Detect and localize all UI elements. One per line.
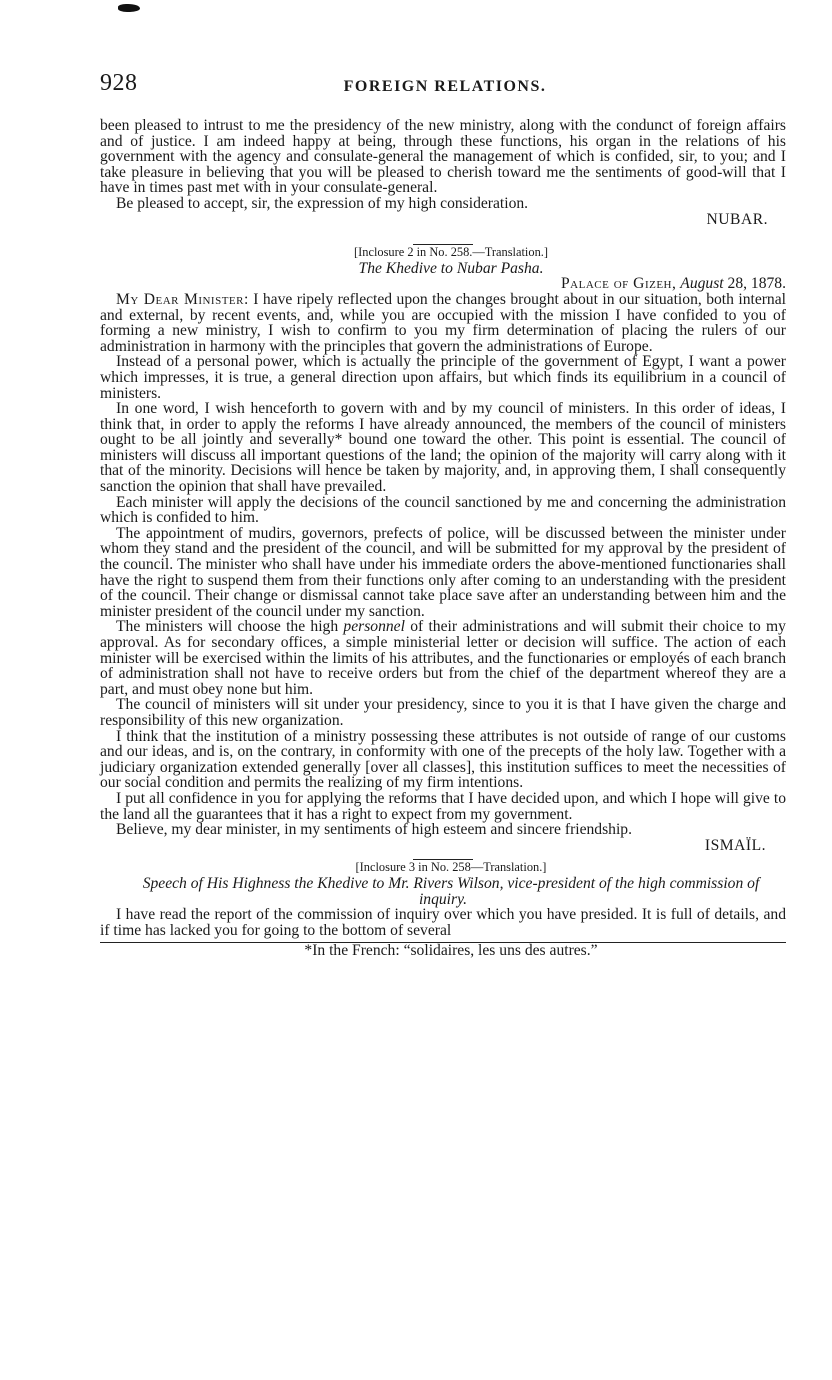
page-number: 928 xyxy=(100,70,138,96)
khedive-letter-paragraph-10: Believe, my dear minister, in my sentiments of high esteem and sincere friendship. xyxy=(116,821,633,839)
khedive-letter-paragraph-6 xyxy=(100,619,786,697)
personnel-text-before: The ministers will choose the high xyxy=(116,618,344,636)
khedive-letter-paragraph-7: The council of ministers will sit under your presidency, since to you it is that I have given the charge and responsibility of this new organization. xyxy=(100,696,786,729)
ink-blot xyxy=(118,4,140,12)
speech-paragraph-1: I have read the report of the commission of inquiry over which you have presided. It is full of details, and if time has lacked you for going to the bottom of several xyxy=(100,906,786,939)
running-head xyxy=(100,70,790,104)
personnel-text-after: of their administrations and will submit their choice to my approval. As for secondary offices, a simple ministerial letter or decision will suffice. The action of each minister will be exercised within the limits of his attributes, and the functionaries or employés of each branch of administration shall not have to receive orders but from the chief of the department whereof they are a part, and must obey none but him. xyxy=(100,618,786,698)
khedive-letter-paragraph-9: I put all confidence in you for applying the reforms that I have decided upon, and which I hope will give to the land all the guarantees that it has a right to expect from my government. xyxy=(100,789,786,823)
dateline xyxy=(100,276,786,292)
khedive-letter-paragraph-1 xyxy=(100,292,786,354)
dateline-day: 28, 1878. xyxy=(723,275,786,293)
dateline-month: August xyxy=(680,275,724,293)
footnote: *In the French: “solidaires, les uns des autres.” xyxy=(304,942,598,960)
inclosure-3-title: Speech of His Highness the Khedive to Mr. Rivers Wilson, vice-president of the high commission of inquiry. xyxy=(142,874,760,908)
khedive-letter-paragraph-3: In one word, I wish henceforth to govern with and by my council of ministers. In this order of ideas, I think that, in order to apply the reforms I have already announced, the members of the council of ministers ought to be all jointly and severally* bound one toward the other. This point is essential. The council of ministers will discuss all important questions of the land; the opinion of the majority will carry along with it that of the minority. Decisions will hence be taken by majority, and, in approving them, I shall consequently sanction the opinion that shall have prevailed. xyxy=(100,400,786,496)
khedive-letter-paragraph-8: I think that the institution of a ministry possessing these attributes is not outside of range of our customs and our ideas, and is, on the contrary, in conformity with one of the precepts of the holy law. Together with a judiciary organization extended generally [over all classes], this institution suffices to meet the necessities of our social condition and permits the realizing of my firm intentions. xyxy=(100,727,786,792)
inclosure-3-heading: [Inclosure 3 in No. 258—Translation.] xyxy=(355,860,547,875)
khedive-letter-paragraph-4: Each minister will apply the decisions of the council sanctioned by me and concerning the administration which is confided to him. xyxy=(100,493,786,527)
signature-nubar: NUBAR. xyxy=(706,210,768,228)
letter1-paragraph-2: Be pleased to accept, sir, the expression of my high consideration. xyxy=(116,194,529,212)
inclosure-2-heading: [Inclosure 2 in No. 258.—Translation.] xyxy=(354,245,548,260)
page-body xyxy=(100,118,786,959)
khedive-letter-paragraph-5: The appointment of mudirs, governors, prefects of police, will be discussed between the minister under whom they stand and the president of the council, and will be submitted for my approval by the president of the council. The minister who shall have under his immediate orders the above-mentioned functionaries shall have the right to suspend them from their functions only after coming to an understanding with the president of the council. Their change or dismissal cannot take place save after an understanding between him and the minister president of the council under my sanction. xyxy=(100,524,786,620)
running-title: FOREIGN RELATIONS. xyxy=(343,78,547,95)
letter1-paragraph-1: been pleased to intrust to me the presidency of the new ministry, along with the condunct of foreign affairs and of justice. I am indeed happy at being, through these functions, his organ in the relations of his government with the agency and consulate-general the management of which is confided, sir, to you; and I take pleasure in believing that you will be pleased to cherish toward me the sentiments of good-will that I have in times past met with in your consulate-general. xyxy=(100,117,786,197)
khedive-letter-paragraph-1-text: I have ripely reflected upon the changes brought about in our situation, both internal and external, by recent events, and, while you are occupied with the mission I have confided to you of forming a new ministry, I wish to confirm to you my firm determination of placing the rulers of our administration in harmony with the principles that govern the administrations of Europe. xyxy=(100,290,786,355)
inclosure-2-title: The Khedive to Nubar Pasha. xyxy=(358,259,544,277)
khedive-letter-paragraph-2: Instead of a personal power, which is actually the principle of the government of Egypt, I want a power which impresses, it is true, a general direction upon affairs, but which finds its equilibrium in a council of ministers. xyxy=(100,353,786,402)
signature-ismail: ISMAÏL. xyxy=(704,836,766,854)
personnel-italic: personnel xyxy=(343,618,405,636)
dateline-place: Palace of Gizeh, xyxy=(560,275,677,293)
salutation: My Dear Minister: xyxy=(116,290,249,308)
